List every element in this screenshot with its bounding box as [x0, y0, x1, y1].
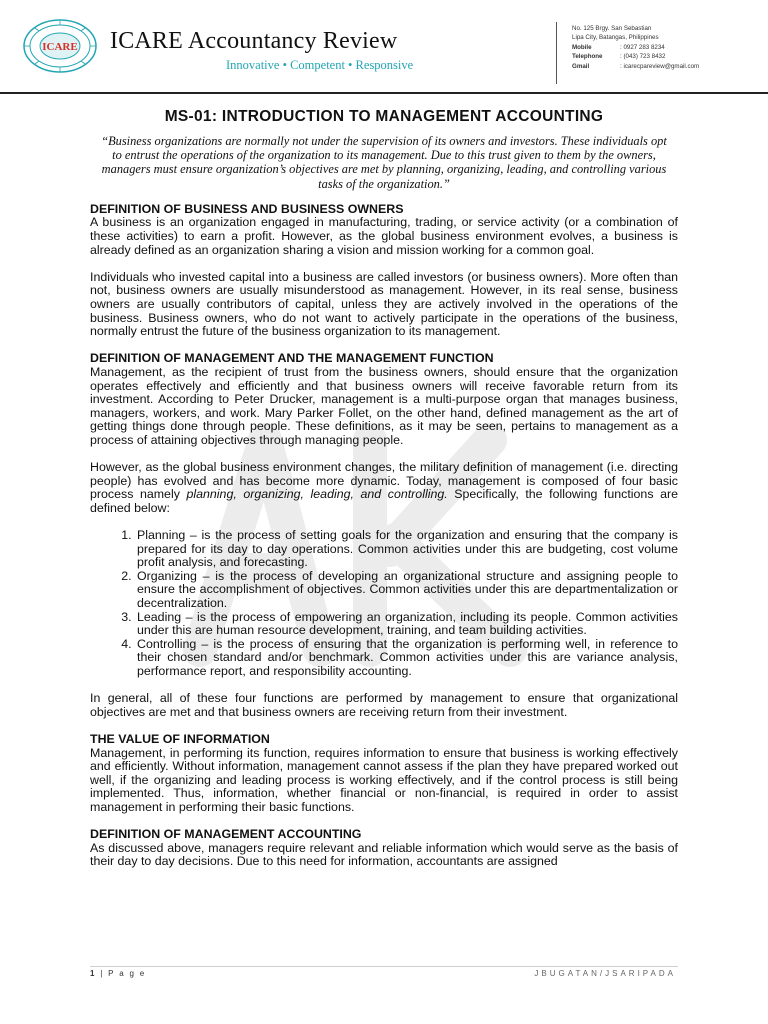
- list-item: 4. Controlling – is the process of ensuring that the organization is performing well, in reference to their chosen standard and/or benchmark. Common activities under this are variance analysis, performance report, and responsibility accounting.: [135, 638, 678, 679]
- contact-label: Telephone: [572, 53, 603, 61]
- functions-list: [90, 529, 678, 679]
- brand-name: ICARE Accountancy Review: [110, 28, 398, 54]
- section-heading: DEFINITION OF BUSINESS AND BUSINESS OWNERS: [90, 201, 404, 216]
- footer-rule: [90, 966, 678, 967]
- contact-label: Mobile: [572, 43, 592, 51]
- contact-value: : icarecpareview@gmail.com: [620, 62, 700, 70]
- paragraph: In general, all of these four functions are performed by management to ensure that organizational objectives are met and that business owners are receiving return from their investment.: [90, 691, 678, 719]
- brand-tagline: Innovative • Competent • Responsive: [226, 58, 414, 72]
- paragraph: A business is an organization engaged in manufacturing, trading, or service activity (or a combination of these activities) to earn a profit. However, as the global business environment evolves, a business is already defined as an organization sharing a vision and mission working for a common goal.: [90, 215, 678, 257]
- list-item: 1. Planning – is the process of setting goals for the organization and ensuring that the company is prepared for its day to day operations. Common activities under this are budgeting, cost volume profit analysis, and forecasting.: [135, 529, 678, 570]
- svg-text:ICARE: ICARE: [42, 41, 78, 53]
- paragraph: Management, in performing its function, requires information to ensure that business is working effectively and efficiently. Without information, management cannot assess if the plan they have prepared worked out well, if the organizing and leading process is working effectively, and if the control process is still being implemented. Thus, information, whether financial or non-financial, is required in order to assist management in performing their basic functions.: [90, 745, 678, 814]
- contact-gmail: [572, 62, 699, 71]
- section-heading: DEFINITION OF MANAGEMENT ACCOUNTING: [90, 827, 362, 842]
- paragraph: However, as the global business environment changes, the military definition of management (i.e. directing people) has evolved and has become more dynamic. Today, management is composed of four basic process namely planning, organizing, leading, and controlling. Specifically, the following functions are defined below:: [90, 460, 678, 515]
- header-divider: [556, 22, 557, 84]
- address-line: No. 125 Brgy. San Sebastian: [572, 25, 652, 32]
- contact-value: : 0927 283 8234: [620, 43, 665, 51]
- contact-label: Gmail: [572, 62, 590, 70]
- contact-block: [572, 24, 699, 71]
- paragraph: As discussed above, managers require relevant and reliable information which would serve as the basis of their day to day decisions. Due to this need for information, accountants are assigned: [90, 840, 678, 869]
- contact-value: : (043) 723 8432: [620, 53, 666, 61]
- contact-telephone: [572, 52, 699, 61]
- section-heading: THE VALUE OF INFORMATION: [90, 731, 270, 746]
- list-item: 2. Organizing – is the process of developing an organizational structure and assigning people to ensure the accomplishment of objectives. Common activities under this are departmentalization or decentralization.: [135, 570, 678, 611]
- paragraph: Management, as the recipient of trust from the business owners, should ensure that the organization operates effectively and efficiently and that business owners will receive favorable return from its investment. According to Peter Drucker, management is a multi-purpose organ that manages business, managers, workers, and work. Mary Parker Follet, on the other hand, defined management as the art of getting things done through people. These definitions, as it may be seen, pertains to management as a process of attaining objectives through managing people.: [90, 364, 678, 447]
- icare-logo: [22, 18, 98, 74]
- page-number: 1 | P a g e: [90, 969, 146, 978]
- header-rule: [0, 92, 768, 94]
- emphasis-functions: planning, organizing, leading, and controlling.: [186, 487, 448, 502]
- section-heading: DEFINITION OF MANAGEMENT AND THE MANAGEMENT FUNCTION: [90, 351, 494, 366]
- list-item: 3. Leading – is the process of empowering an organization, including its people. Common activities under this are human resource development, training, and team building activities.: [135, 611, 678, 638]
- footer-authors: JBUGATAN/JSARIPADA: [534, 969, 676, 978]
- page-title: MS-01: INTRODUCTION TO MANAGEMENT ACCOUNTING: [164, 108, 604, 125]
- document-body: [90, 108, 678, 883]
- address-line: Lipa City, Batangas, Philippines: [572, 34, 659, 42]
- paragraph: Individuals who invested capital into a business are called investors (or business owners). More often than not, business owners are usually misunderstood as management. However, in its real sense, business owners are usually contributors of capital, unless they are actively involved in the operations of the business. Business owners, who do not want to actively participate in the operations of the business, normally entrust the future of the business organization to its management.: [90, 269, 678, 339]
- contact-mobile: [572, 43, 699, 52]
- page-header: [0, 0, 768, 96]
- intro-quote: “Business organizations are normally not under the supervision of its owners and investors. These individuals opt to entrust the operations of the organization to its management. Due to this trust given to them by the owners, managers must ensure organization’s objectives are met by planning, organizing, leading, and controlling various tasks of the organization.”: [101, 134, 667, 191]
